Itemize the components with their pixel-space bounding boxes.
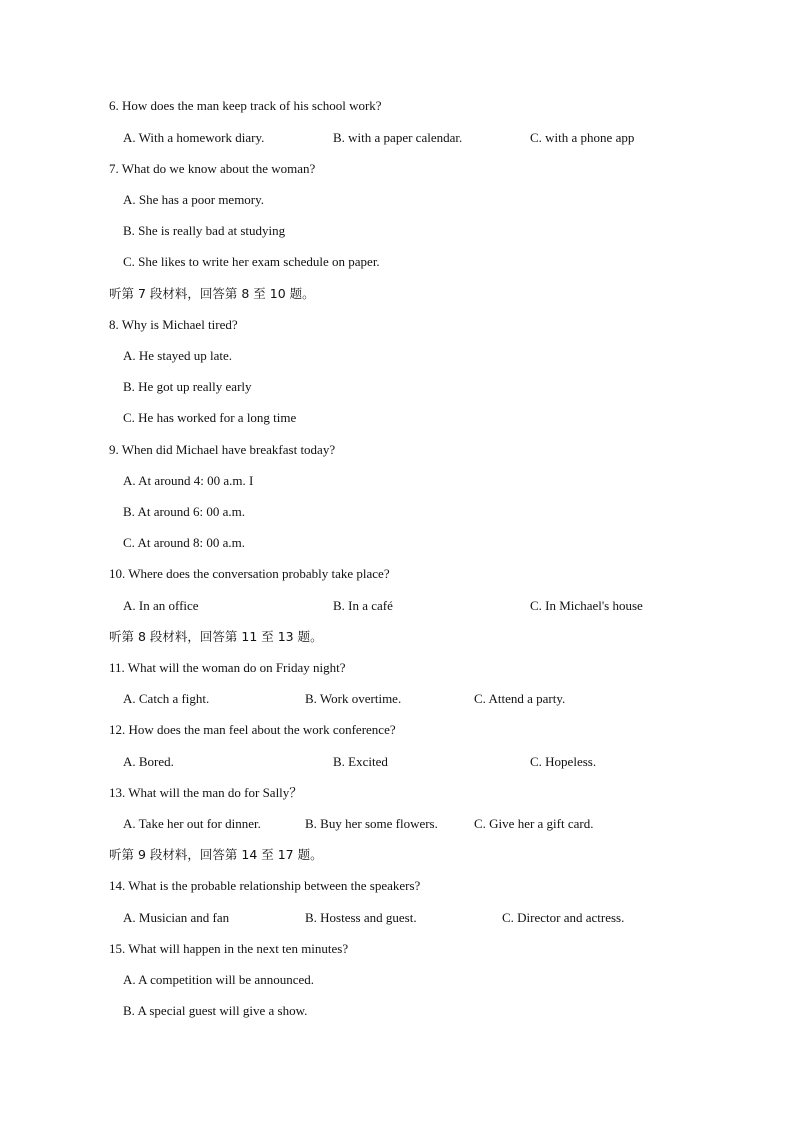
question-8 bbox=[109, 317, 238, 333]
option-b[interactable]: B. At around 6: 00 a.m. bbox=[123, 504, 246, 519]
option-a[interactable]: A. He stayed up late. bbox=[123, 348, 233, 363]
option-c[interactable]: C. with a phone app bbox=[530, 130, 635, 145]
question-12 bbox=[109, 722, 396, 738]
question-text: How does the man keep track of his school work? bbox=[122, 98, 382, 113]
option-b[interactable]: B. Excited bbox=[333, 754, 388, 769]
option-b[interactable]: B. Hostess and guest. bbox=[305, 910, 417, 925]
question-text: What is the probable relationship between the speakers? bbox=[128, 878, 421, 893]
option-b[interactable]: B. with a paper calendar. bbox=[333, 130, 463, 145]
option-b[interactable]: B. In a café bbox=[333, 598, 393, 613]
option-a[interactable]: A. A competition will be announced. bbox=[123, 972, 314, 987]
question-number: 10. bbox=[109, 566, 126, 581]
question-14 bbox=[109, 878, 420, 894]
option-a[interactable]: A. She has a poor memory. bbox=[123, 192, 265, 207]
question-text: Why is Michael tired? bbox=[121, 317, 238, 332]
question-text: Where does the conversation probably take place? bbox=[128, 566, 390, 581]
question-15 bbox=[109, 941, 348, 957]
option-c[interactable]: C. At around 8: 00 a.m. bbox=[123, 535, 246, 550]
question-number: 7. bbox=[109, 161, 119, 176]
question-text: What will the man do for Sally？ bbox=[128, 785, 303, 800]
option-a[interactable]: A. Take her out for dinner. bbox=[123, 816, 261, 831]
question-6 bbox=[109, 98, 382, 114]
option-c[interactable]: C. Attend a party. bbox=[474, 691, 566, 706]
question-text: What do we know about the woman? bbox=[121, 161, 316, 176]
option-c[interactable]: C. Director and actress. bbox=[502, 910, 625, 925]
option-b[interactable]: B. Buy her some flowers. bbox=[305, 816, 438, 831]
question-number: 13. bbox=[109, 785, 126, 800]
question-number: 6. bbox=[109, 98, 119, 113]
section-heading: 听第 8 段材料，回答第 11 至 13 题。 bbox=[109, 629, 323, 644]
question-number: 14. bbox=[109, 878, 126, 893]
question-text: How does the man feel about the work conference? bbox=[128, 722, 396, 737]
option-c[interactable]: C. Hopeless. bbox=[530, 754, 597, 769]
option-b[interactable]: B. Work overtime. bbox=[305, 691, 402, 706]
question-9 bbox=[109, 442, 335, 458]
option-c[interactable]: C. He has worked for a long time bbox=[123, 410, 297, 425]
option-a[interactable]: A. Bored. bbox=[123, 754, 174, 769]
question-number: 9. bbox=[109, 442, 119, 457]
option-a[interactable]: A. Musician and fan bbox=[123, 910, 230, 925]
question-11 bbox=[109, 660, 346, 676]
option-b[interactable]: B. He got up really early bbox=[123, 379, 252, 394]
option-b[interactable]: B. She is really bad at studying bbox=[123, 223, 286, 238]
question-13 bbox=[109, 785, 302, 801]
option-b[interactable]: B. A special guest will give a show. bbox=[123, 1003, 308, 1018]
option-c[interactable]: C. Give her a gift card. bbox=[474, 816, 594, 831]
question-number: 12. bbox=[109, 722, 126, 737]
question-number: 11. bbox=[109, 660, 125, 675]
option-a[interactable]: A. Catch a fight. bbox=[123, 691, 210, 706]
question-text: When did Michael have breakfast today? bbox=[121, 442, 336, 457]
section-heading: 听第 7 段材料，回答第 8 至 10 题。 bbox=[109, 286, 315, 301]
question-text: What will happen in the next ten minutes? bbox=[128, 941, 349, 956]
section-heading: 听第 9 段材料，回答第 14 至 17 题。 bbox=[109, 847, 323, 862]
option-a[interactable]: A. At around 4: 00 a.m. I bbox=[123, 473, 254, 488]
option-a[interactable]: A. In an office bbox=[123, 598, 199, 613]
question-number: 8. bbox=[109, 317, 119, 332]
question-text: What will the woman do on Friday night? bbox=[127, 660, 346, 675]
option-a[interactable]: A. With a homework diary. bbox=[123, 130, 265, 145]
option-c[interactable]: C. She likes to write her exam schedule on paper. bbox=[123, 254, 380, 269]
question-number: 15. bbox=[109, 941, 126, 956]
question-10 bbox=[109, 566, 390, 582]
option-c[interactable]: C. In Michael's house bbox=[530, 598, 643, 613]
question-7 bbox=[109, 161, 315, 177]
